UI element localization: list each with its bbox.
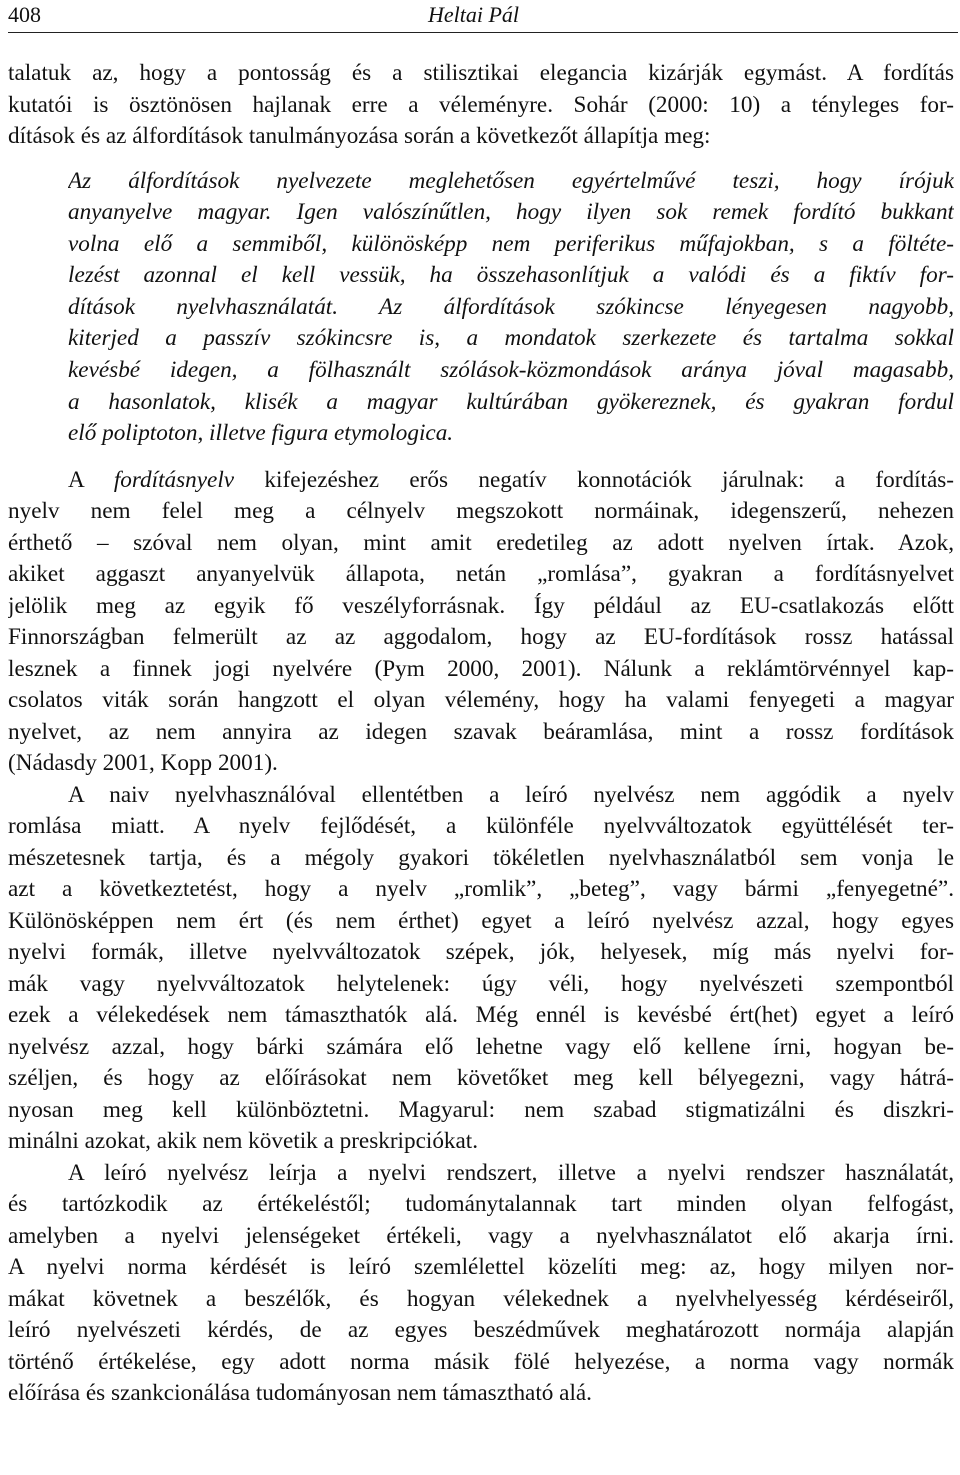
text-line: talatuk az, hogy a pontosság és a stilisztikai elegancia kizárják egymást. A fordítás bbox=[8, 60, 954, 86]
text-line: leíró nyelvészeti kérdés, de az egyes beszédművek meghatározott normája alapján bbox=[8, 1317, 954, 1344]
text-line: érthető – szóval nem olyan, mint amit eredetileg az adott nyelven írtak. Azok, bbox=[8, 529, 954, 556]
quote-line: a hasonlatok, klisék a magyar kultúrában gyökereznek, és gyakran fordul bbox=[68, 388, 954, 415]
paragraph-fordításnyelv bbox=[8, 465, 954, 780]
intro-paragraph bbox=[8, 58, 954, 153]
page-number: 408 bbox=[8, 2, 41, 27]
text-line: előírása és szankcionálása tudományosan nem támasztható alá. bbox=[8, 1380, 592, 1407]
text-line: Különösképpen nem ért (és nem érthet) egyet a leíró nyelvész azzal, hogy egyes bbox=[8, 907, 954, 934]
text-line: dítások és az álfordítások tanulmányozása során a következőt állapítja meg: bbox=[8, 123, 711, 149]
text-line: nyelvész azzal, hogy bárki számára elő lehetne vagy elő kellene írni, hogyan be- bbox=[8, 1033, 954, 1060]
quote-line: Az álfordítások nyelvezete meglehetősen egyértelművé teszi, hogy írójuk bbox=[68, 167, 954, 194]
text-line: amelyben a nyelvi jelenségeket értékeli, vagy a nyelvhasználatot elő akarja írni. bbox=[8, 1222, 954, 1249]
text-line: nyelv nem felel meg a célnyelv megszokott normáinak, idegenszerű, nehezen bbox=[8, 498, 954, 525]
block-quote bbox=[68, 166, 954, 450]
text-line: mákat követnek a beszélők, és hogyan vélekednek a nyelvhelyesség kérdéseiről, bbox=[8, 1285, 954, 1312]
text-line: akiket aggaszt anyanyelvük állapota, netán „romlása”, gyakran a fordításnyelvet bbox=[8, 561, 954, 588]
page-body bbox=[8, 58, 954, 1410]
text-line bbox=[8, 465, 954, 497]
text-line: minálni azokat, akik nem követik a preskripciókat. bbox=[8, 1128, 479, 1155]
text-line: és tartózkodik az értékeléstől; tudománytalannak tart minden olyan felfogást, bbox=[8, 1191, 954, 1218]
text-line: széljen, és hogy az előírásokat nem követőket meg kell bélyegezni, vagy hátrá- bbox=[8, 1065, 954, 1092]
text-line: történő értékelése, egy adott norma másik fölé helyezése, a norma vagy normák bbox=[8, 1348, 954, 1375]
text-line: csolatos viták során hangzott el olyan vélemény, hogy ha valami fenyegeti a magyar bbox=[8, 687, 954, 714]
text-line: ezek a vélekedések nem támaszthatók alá. Még ennél is kevésbé ért(het) egyet a leíró bbox=[8, 1002, 954, 1029]
text-line: nyosan meg kell különböztetni. Magyarul: nem szabad stigmatizálni és diszkri- bbox=[8, 1096, 954, 1123]
quote-line: elő poliptoton, illetve figura etymologica. bbox=[68, 420, 454, 447]
text-line: A leíró nyelvész leírja a nyelvi rendszert, illetve a nyelvi rendszer használatát, bbox=[68, 1159, 954, 1186]
quote-line: kiterjed a passzív szókincsre is, a mondatok szerkezete és tartalma sokkal bbox=[68, 325, 954, 352]
quote-line: lezést azonnal el kell vessük, ha összehasonlítjuk a valódi és a fiktív for- bbox=[68, 262, 954, 289]
running-title: Heltai Pál bbox=[428, 2, 520, 27]
text-line: nyelvet, az nem annyira az idegen szavak beáramlása, mint a rossz fordítások bbox=[8, 718, 954, 745]
text-line: jelölik meg az egyik fő veszélyforrásnak. Így például az EU-csatlakozás előtt bbox=[8, 592, 954, 619]
text-line: (Nádasdy 2001, Kopp 2001). bbox=[8, 750, 278, 777]
paragraph-leiro-nyelvesz bbox=[8, 1158, 954, 1410]
text-line: mák vagy nyelvváltozatok helytelenek: úgy véli, hogy nyelvészeti szempontból bbox=[8, 970, 954, 997]
emphasized-term: fordításnyelv bbox=[113, 466, 235, 493]
text-run: A bbox=[68, 466, 114, 493]
quote-line: volna elő a semmiből, különösképp nem periferikus műfajokban, s a föltéte- bbox=[68, 230, 954, 257]
text-line: nyelvi formák, illetve nyelvváltozatok szépek, jók, helyesek, míg más nyelvi for- bbox=[8, 939, 954, 966]
running-header bbox=[8, 0, 958, 33]
text-line: A nyelvi norma kérdését is leíró szemlélettel közelíti meg: az, hogy milyen nor- bbox=[8, 1254, 954, 1281]
text-line: kutatói is ösztönösen hajlanak erre a véleményre. Sohár (2000: 10) a tényleges for- bbox=[8, 91, 954, 118]
quote-line: kevésbé idegen, a fölhasznált szólások-közmondások aránya jóval magasabb, bbox=[68, 357, 954, 384]
text-line: A naiv nyelvhasználóval ellentétben a leíró nyelvész nem aggódik a nyelv bbox=[68, 781, 954, 808]
text-line: romlása miatt. A nyelv fejlődését, a különféle nyelvváltozatok együttélését ter- bbox=[8, 813, 954, 840]
text-line: Finnországban felmerült az az aggodalom, hogy az EU-fordítások rossz hatással bbox=[8, 624, 954, 651]
text-line: azt a következtetést, hogy a nyelv „romlik”, „beteg”, vagy bármi „fenyegetné”. bbox=[8, 876, 954, 903]
quote-line: dítások nyelvhasználatát. Az álfordítások szókincse lényegesen nagyobb, bbox=[68, 293, 954, 320]
text-line: lesznek a finnek jogi nyelvére (Pym 2000, 2001). Nálunk a reklámtörvénnyel kap- bbox=[8, 655, 954, 682]
quote-line: anyanyelve magyar. Igen valószínűtlen, hogy ilyen sok remek fordító bukkant bbox=[68, 199, 954, 226]
paragraph-naiv-nyelvhasznalo bbox=[8, 780, 954, 1158]
text-run: kifejezéshez erős negatív konnotációk járulnak: a fordítás- bbox=[234, 466, 954, 493]
text-line: mészetesnek tartja, és a mégoly gyakori tökéletlen nyelvhasználatból sem vonja le bbox=[8, 844, 954, 871]
